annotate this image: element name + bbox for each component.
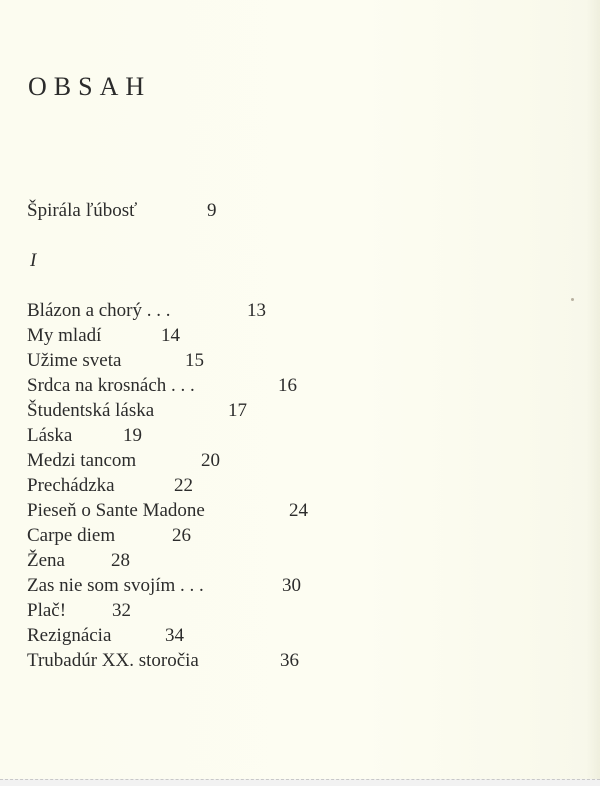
toc-entry-lead (27, 200, 217, 222)
toc-entry (27, 350, 204, 372)
toc-entry (27, 550, 130, 572)
toc-entry (27, 325, 180, 347)
toc-entry-title: Plač! (27, 600, 67, 621)
toc-entry (27, 650, 299, 672)
toc-entry (27, 300, 266, 322)
toc-entry (27, 425, 142, 447)
toc-entry-page: 19 (123, 425, 142, 446)
toc-entry-page: 9 (207, 200, 217, 221)
toc-entry-page: 16 (278, 375, 297, 396)
paper-speck (571, 298, 574, 301)
page-bottom-edge (0, 779, 600, 786)
toc-entry-title: Carpe diem (27, 525, 116, 546)
toc-entry-title: Pieseň o Sante Madone (27, 500, 205, 521)
toc-entry-title: Prechádzka (27, 475, 115, 496)
toc-entry-page: 26 (172, 525, 191, 546)
toc-entry-page: 28 (111, 550, 130, 571)
toc-entry-title: Blázon a chorý . . . (27, 300, 171, 321)
toc-entry-page: 30 (282, 575, 301, 596)
page-title: OBSAH (28, 72, 152, 101)
toc-entry (27, 475, 193, 497)
toc-entry (27, 400, 247, 422)
toc-entry (27, 575, 301, 597)
toc-entry-page: 17 (228, 400, 247, 421)
toc-entry (27, 500, 308, 522)
toc-entry-title: Zas nie som svojím . . . (27, 575, 204, 596)
toc-entry-title: Žena (27, 550, 65, 571)
toc-entry-page: 36 (280, 650, 299, 671)
toc-entry-page: 20 (201, 450, 220, 471)
toc-entry-title: Trubadúr XX. storočia (27, 650, 199, 671)
page-right-edge (586, 0, 600, 780)
toc-entry-title: Študentská láska (27, 400, 155, 421)
toc-entry-title: Srdca na krosnách . . . (27, 375, 195, 396)
toc-entry (27, 600, 131, 622)
toc-entry-page: 24 (289, 500, 308, 521)
toc-entry-title: Medzi tancom (27, 450, 137, 471)
toc-entry-page: 22 (174, 475, 193, 496)
section-mark: I (30, 250, 37, 271)
toc-entry (27, 375, 297, 397)
toc-entry-page: 15 (185, 350, 204, 371)
toc-entry-title: Špirála ľúbosť (27, 200, 138, 221)
toc-entry-title: My mladí (27, 325, 102, 346)
toc-entry-title: Užime sveta (27, 350, 122, 371)
toc-entry (27, 450, 220, 472)
toc-entry (27, 525, 191, 547)
toc-entry-page: 14 (161, 325, 180, 346)
toc-entry-page: 13 (247, 300, 266, 321)
toc-entry-page: 34 (165, 625, 184, 646)
toc-entry-title: Láska (27, 425, 73, 446)
toc-entry-title: Rezignácia (27, 625, 112, 646)
toc-entry (27, 625, 184, 647)
toc-entry-page: 32 (112, 600, 131, 621)
